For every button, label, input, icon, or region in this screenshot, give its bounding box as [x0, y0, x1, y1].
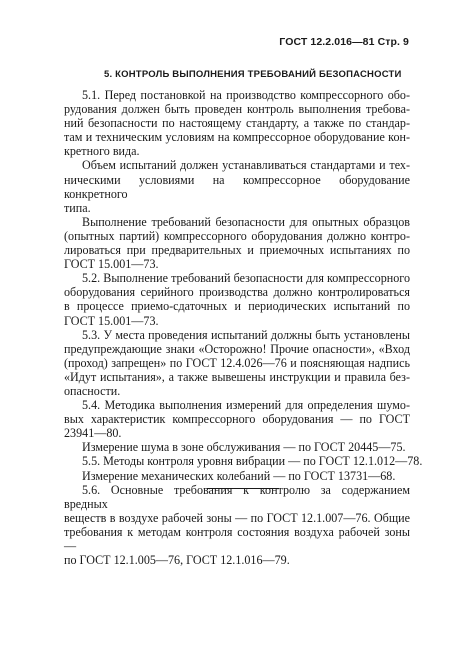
text-line: ГОСТ 15.001—73.	[64, 313, 159, 328]
document-body	[64, 88, 423, 568]
text-line: предупреждающие знаки «Осторожно! Прочие опасности», «Вход	[64, 341, 410, 356]
text-line: Выполнение требований безопасности для опытных образцов	[82, 214, 410, 229]
text-line: (опытных партий) компрессорного оборудования должно контро-	[64, 228, 410, 243]
text-line: там и техническим условиям на компрессорное оборудование кон-	[64, 130, 410, 145]
text-line: ническими условиями на компрессорное оборудование конкретного	[64, 172, 410, 201]
text-line: Объем испытаний должен устанавливаться стандартами и тех-	[82, 158, 410, 173]
text-line: вых характеристик компрессорного оборудования — по ГОСТ	[64, 412, 410, 427]
section-title: 5. КОНТРОЛЬ ВЫПОЛНЕНИЯ ТРЕБОВАНИЙ БЕЗОПАСНОСТИ	[104, 69, 402, 80]
text-line: ГОСТ 15.001—73.	[64, 257, 159, 272]
text-line: по ГОСТ 12.1.005—76, ГОСТ 12.1.016—79.	[64, 553, 290, 568]
text-line: опасности.	[64, 383, 121, 398]
text-line: типа.	[64, 200, 91, 215]
text-line: 23941—80.	[64, 426, 122, 441]
page-header: ГОСТ 12.2.016—81 Стр. 9	[279, 36, 409, 48]
text-line: 5.4. Методика выполнения измерений для определения шумо-	[82, 398, 410, 413]
text-line: требования к методам контроля состояния воздуха рабочей зоны —	[64, 524, 410, 553]
text-line: оборудования серийного производства должно контролироваться	[64, 285, 410, 300]
text-line: 5.2. Выполнение требований безопасности для компрессорного	[82, 271, 410, 286]
text-line: 5.6. Основные требования к контролю за содержанием вредных	[64, 482, 410, 511]
text-line: кретного вида.	[64, 144, 140, 159]
text-line: 5.5. Методы контроля уровня вибрации — по ГОСТ 12.1.012—78.	[82, 454, 423, 469]
text-line: рудования должен быть проведен контроль выполнения требова-	[64, 102, 410, 117]
text-line: 5.1. Перед постановкой на производство компрессорного обо-	[82, 88, 410, 102]
text-line: Измерение шума в зоне обслуживания — по ГОСТ 20445—75.	[82, 440, 406, 455]
text-line: веществ в воздухе рабочей зоны — по ГОСТ 12.1.007—76. Общие	[64, 510, 410, 525]
text-line: лироваться при предварительных и приемочных испытаниях по	[64, 243, 410, 258]
divider	[207, 488, 279, 489]
text-line: Измерение механических колебаний — по ГОСТ 13731—68.	[82, 468, 396, 483]
text-line: в процессе приемо-сдаточных и периодических испытаний по	[64, 299, 410, 314]
text-line: «Идут испытания», а также вывешены инструкции и правила без-	[64, 369, 410, 384]
text-line: (проход) запрещен» по ГОСТ 12.4.026—76 и поясняющая надпись	[64, 355, 410, 370]
text-line: ний безопасности по настоящему стандарту, а также по стандар-	[64, 116, 410, 131]
text-line: 5.3. У места проведения испытаний должны быть установлены	[82, 327, 410, 342]
